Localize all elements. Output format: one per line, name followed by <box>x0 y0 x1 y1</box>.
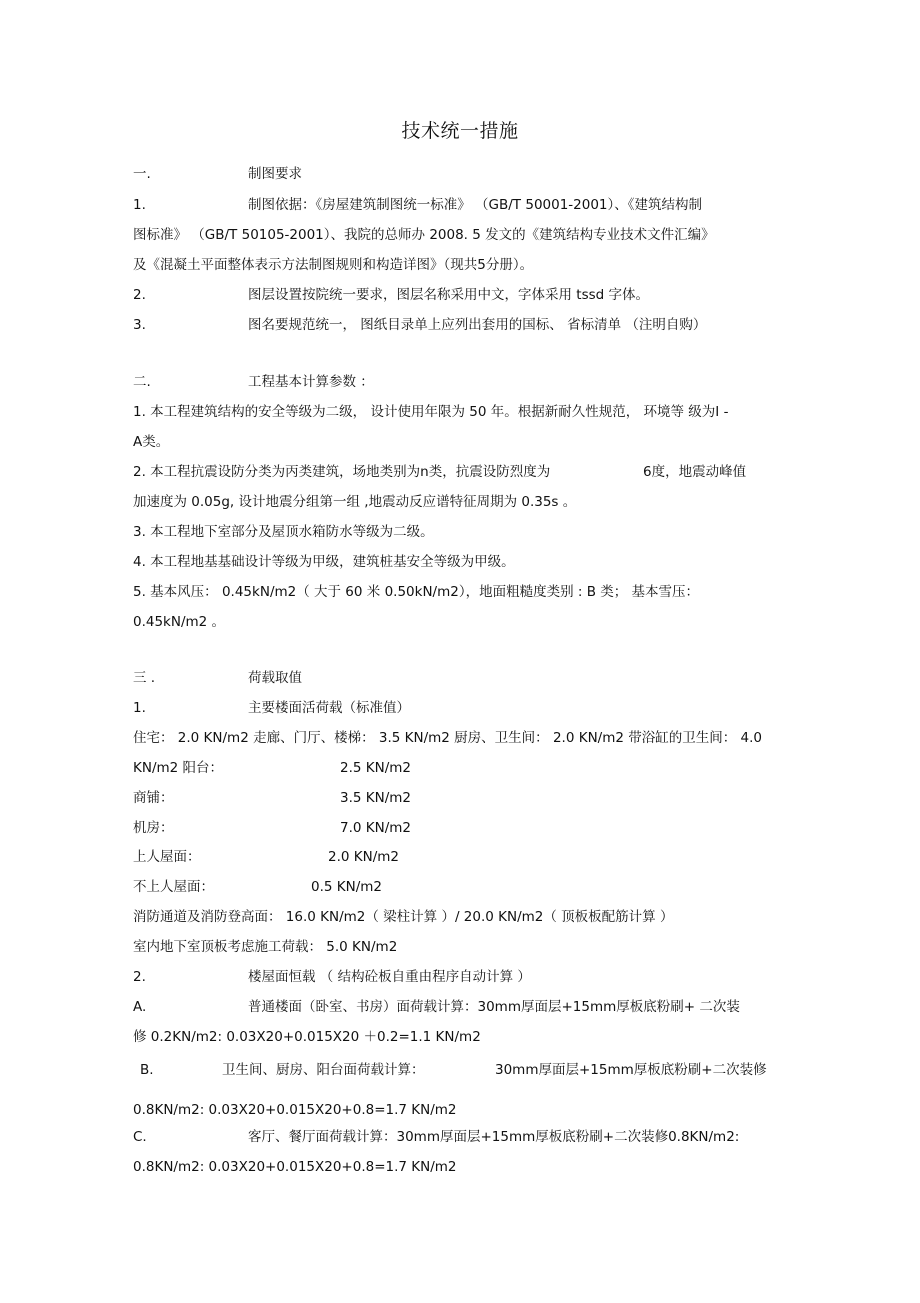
s3-sub-2-number: 2. <box>133 969 146 985</box>
live-load-shop-value: 3.5 KN/m2 <box>340 790 412 806</box>
dead-load-b-line-1a: 卫生间、厨房、阳台面荷载计算： <box>222 1062 425 1078</box>
live-load-roof-noaccess-value: 0.5 KN/m2 <box>311 879 383 895</box>
live-load-balcony-value: 2.5 KN/m2 <box>340 760 412 776</box>
s2-para-5-line-1: 5. 基本风压： 0.45kN/m2（ 大于 60 米 0.50kN/m2），地面粗糙度类别 : B 类； 基本雪压： <box>133 584 700 600</box>
s2-para-2-line-1a: 2. 本工程抗震设防分类为丙类建筑，场地类别为n类，抗震设防烈度为 <box>133 464 551 480</box>
s1-item-1-line-2: 图标准》 （GB/T 50105-2001）、我院的总师办 2008. 5 发文的《建筑结构专业技术文件汇编》 <box>133 227 715 243</box>
section-3-number: 三 . <box>133 670 156 686</box>
s2-para-3: 3. 本工程地下室部分及屋顶水箱防水等级为二级。 <box>133 524 434 540</box>
s3-sub-1-heading: 主要楼面活荷载（标准值） <box>248 700 410 716</box>
section-1-heading: 制图要求 <box>248 166 302 182</box>
live-load-fire-lane: 消防通道及消防登高面： 16.0 KN/m2（ 梁柱计算 ）/ 20.0 KN/m2（ 顶板板配筋计算 ） <box>133 909 674 925</box>
s1-item-2-number: 2. <box>133 287 146 303</box>
live-load-basement: 室内地下室顶板考虑施工荷载： 5.0 KN/m2 <box>133 939 398 955</box>
s2-para-1-line-2: A类。 <box>133 434 170 450</box>
live-load-machine-value: 7.0 KN/m2 <box>340 820 412 836</box>
s1-item-1-line-1: 制图依据：《房屋建筑制图统一标准》 （GB/T 50001-2001）、《建筑结构制 <box>248 197 703 213</box>
live-load-balcony-label: KN/m2 阳台： <box>133 760 224 776</box>
live-load-roof-access-label: 上人屋面： <box>133 849 201 865</box>
s3-sub-1-number: 1. <box>133 700 146 716</box>
live-load-machine-label: 机房： <box>133 820 174 836</box>
dead-load-a-line-1: 普通楼面（卧室、书房）面荷载计算：30mm厚面层+15mm厚板底粉刷+ 二次装 <box>248 999 740 1015</box>
dead-load-b-line-1b: 30mm厚面层+15mm厚板底粉刷+二次装修 <box>495 1062 767 1078</box>
section-2-number: 二. <box>133 374 151 390</box>
s1-item-1-number: 1. <box>133 197 146 213</box>
dead-load-b-number: B. <box>140 1062 154 1078</box>
s1-item-2-text: 图层设置按院统一要求，图层名称采用中文，字体采用 tssd 字体。 <box>248 287 650 303</box>
live-load-shop-label: 商铺： <box>133 790 174 806</box>
s2-para-2-line-1b: 6度，地震动峰值 <box>643 464 747 480</box>
s1-item-3-text: 图名要规范统一， 图纸目录单上应列出套用的国标、 省标清单 （注明自购） <box>248 317 707 333</box>
dead-load-c-line-2: 0.8KN/m2: 0.03X20+0.015X20+0.8=1.7 KN/m2 <box>133 1159 457 1175</box>
live-load-roof-noaccess-label: 不上人屋面： <box>133 879 214 895</box>
s2-para-4: 4. 本工程地基基础设计等级为甲级，建筑桩基安全等级为甲级。 <box>133 554 515 570</box>
s2-para-2-line-2: 加速度为 0.05g, 设计地震分组第一组 ,地震动反应谱特征周期为 0.35s 。 <box>133 494 577 510</box>
s3-sub-2-heading: 楼屋面恒载 （ 结构砼板自重由程序自动计算 ） <box>248 969 531 985</box>
live-load-roof-access-value: 2.0 KN/m2 <box>328 849 400 865</box>
live-load-line-1: 住宅： 2.0 KN/m2 走廊、门厅、楼梯： 3.5 KN/m2 厨房、卫生间： 2.0 KN/m2 带浴缸的卫生间： 4.0 <box>133 730 763 746</box>
dead-load-c-number: C. <box>133 1129 147 1145</box>
dead-load-b-line-2: 0.8KN/m2: 0.03X20+0.015X20+0.8=1.7 KN/m2 <box>133 1102 457 1118</box>
s1-item-3-number: 3. <box>133 317 146 333</box>
s1-item-1-line-3: 及《混凝土平面整体表示方法制图规则和构造详图》（现共5分册）。 <box>133 257 534 273</box>
dead-load-c-line-1: 客厅、餐厅面荷载计算：30mm厚面层+15mm厚板底粉刷+二次装修0.8KN/m2: <box>248 1129 740 1145</box>
dead-load-a-line-2: 修 0.2KN/m2: 0.03X20+0.015X20 ＋0.2=1.1 KN/m2 <box>133 1029 481 1045</box>
section-3-heading: 荷载取值 <box>248 670 302 686</box>
section-1-number: 一. <box>133 166 151 182</box>
section-2-heading: 工程基本计算参数 ： <box>248 374 374 390</box>
document-title: 技术统一措施 <box>401 120 519 142</box>
s2-para-1-line-1: 1. 本工程建筑结构的安全等级为二级， 设计使用年限为 50 年。根据新耐久性规范， 环境等 级为I - <box>133 404 729 420</box>
dead-load-a-number: A. <box>133 999 147 1015</box>
s2-para-5-line-2: 0.45kN/m2 。 <box>133 614 226 630</box>
